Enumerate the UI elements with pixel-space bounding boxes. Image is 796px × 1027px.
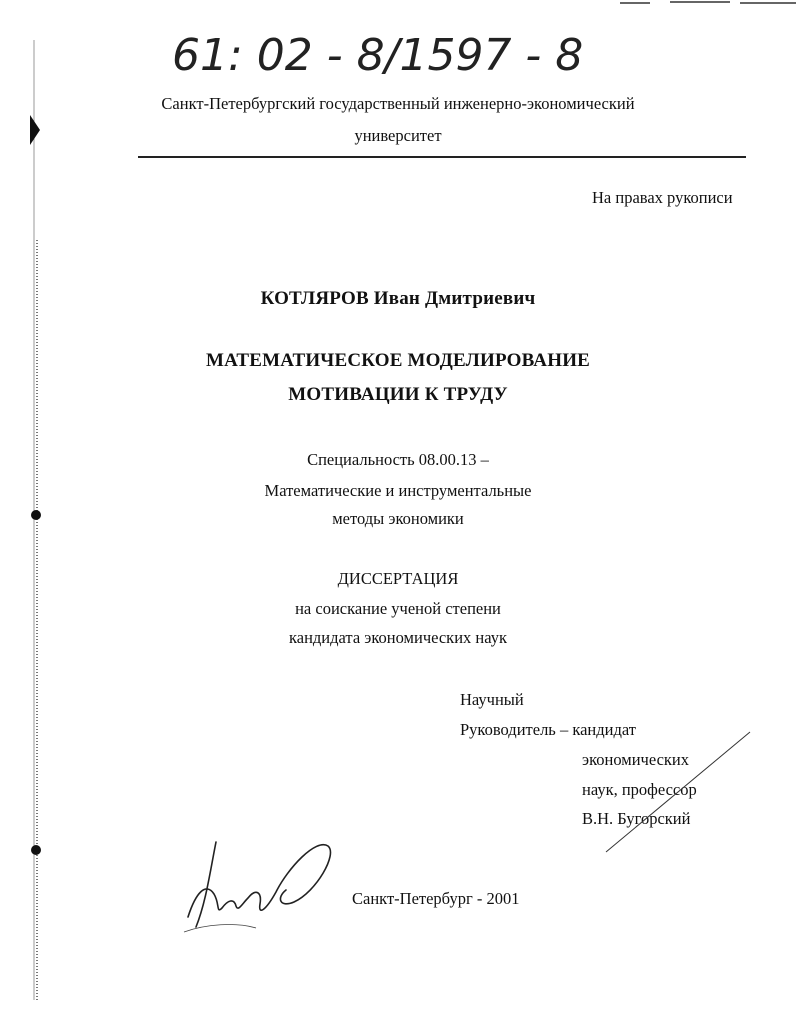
author-signature <box>176 832 346 942</box>
place-year: Санкт-Петербург - 2001 <box>352 889 520 908</box>
rights-note: На правах рукописи <box>592 188 733 207</box>
header-rule <box>138 156 746 158</box>
work-type-line2: на соискание ученой степени <box>295 599 501 618</box>
archive-code <box>168 18 608 88</box>
specialty-line3: методы экономики <box>332 509 464 528</box>
title-line2: МОТИВАЦИИ К ТРУДУ <box>288 384 508 405</box>
pen-stroke <box>600 728 760 858</box>
institution-line1: Санкт-Петербургский государственный инженерно-экономический <box>161 94 635 113</box>
scan-top-marks <box>620 0 796 10</box>
supervisor-line5: В.Н. Бугорский <box>582 809 691 828</box>
institution-line2: университет <box>354 126 442 145</box>
work-type-heading: ДИССЕРТАЦИЯ <box>337 569 459 588</box>
title-line1: МАТЕМАТИЧЕСКОЕ МОДЕЛИРОВАНИЕ <box>205 350 591 371</box>
work-type-line3: кандидата экономических наук <box>288 628 507 647</box>
supervisor-line4: наук, профессор <box>582 780 697 799</box>
author-name: КОТЛЯРОВ Иван Дмитриевич <box>260 288 536 309</box>
svg-text:61: 02 - 8/1597 - 8: 61: 02 - 8/1597 - 8 <box>172 30 584 81</box>
specialty-line2: Математические и инструментальные <box>264 481 532 500</box>
supervisor-line2: Руководитель – кандидат <box>460 720 636 739</box>
supervisor-line1: Научный <box>460 690 524 709</box>
supervisor-line3: экономических <box>582 750 690 769</box>
specialty-line1: Специальность 08.00.13 – <box>307 450 489 469</box>
